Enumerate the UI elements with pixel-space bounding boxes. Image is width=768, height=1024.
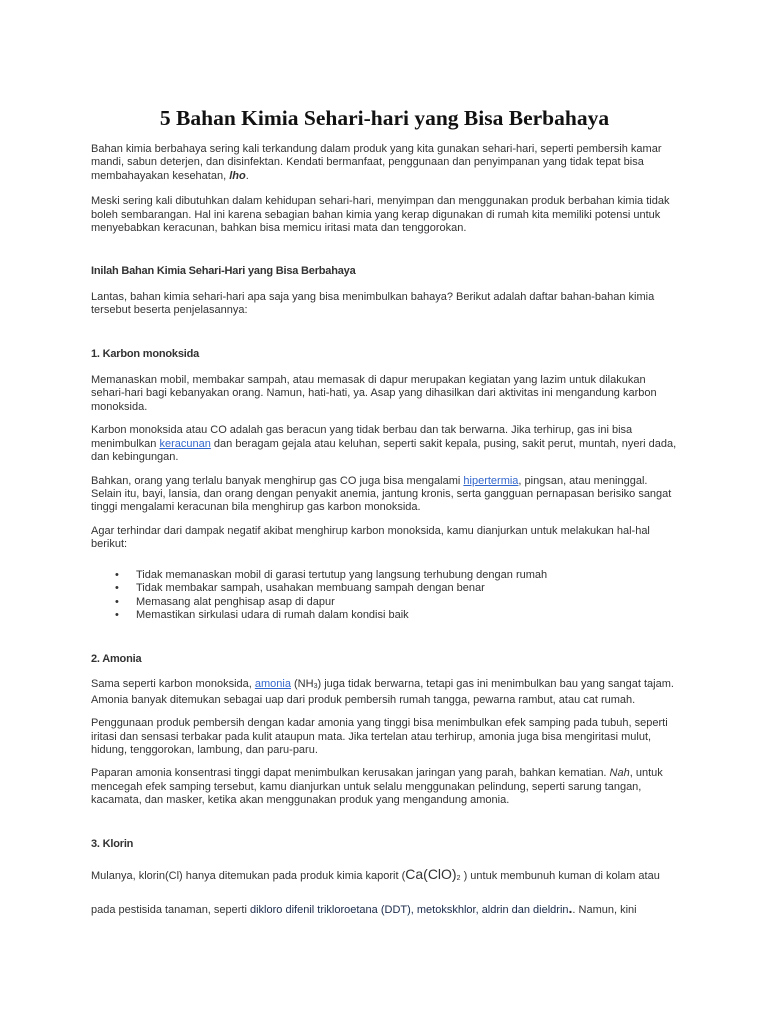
- klorin-line-2: pada pestisida tanaman, seperti dikloro difenil trikloroetana (DDT), metokskhlor, aldrin dan dieldrin.. Namun, kini: [91, 899, 637, 916]
- list-item: • Tidak membakar sampah, usahakan membuang sampah dengan benar: [115, 582, 485, 595]
- amonia-paragraph-3: Paparan amonia konsentrasi tinggi dapat menimbulkan kerusakan jaringan yang parah, bahkan kematian. Nah, untuk mencegah efek samping tersebut, kamu dianjurkan untuk selalu menggunakan pelindung, seperti sarung tangan, kacamata, dan masker, ketika akan menggunakan produk yang mengandung amonia.: [91, 767, 663, 807]
- karbon-paragraph-2: Karbon monoksida atau CO adalah gas beracun yang tidak berbau dan tak berwarna. Jika terhirup, gas ini bisa menimbulkan keracunan dan beragam gejala atau keluhan, seperti sakit kepala, pusing, sakit perut, muntah, nyeri dada, dan kebingungan.: [91, 424, 677, 464]
- list-heading: Inilah Bahan Kimia Sehari-Hari yang Bisa Berbahaya: [91, 265, 356, 278]
- link-amonia[interactable]: amonia: [254, 678, 291, 691]
- karbon-paragraph-3: Bahkan, orang yang terlalu banyak menghirup gas CO juga bisa mengalami hipertermia, pingsan, atau meninggal. Selain itu, bayi, lansia, dan orang dengan penyakit anemia, jantung kronis, serta gangguan pernapasan berisiko sangat tinggi mengalami keracunan bila menghirup gas karbon monoksida.: [91, 474, 672, 514]
- bullet-icon: •: [115, 595, 119, 608]
- list-item: • Tidak memanaskan mobil di garasi tertutup yang langsung terhubung dengan rumah: [115, 568, 548, 581]
- link-hipertermia[interactable]: hipertermia: [463, 474, 519, 487]
- intro-paragraph-2: Meski sering kali dibutuhkan dalam kehidupan sehari-hari, menyimpan dan menggunakan produk berbahan kimia tidak boleh sembarangan. Hal ini karena sebagian bahan kimia yang kerap digunakan di rumah kita memiliki potensi untuk menyebabkan keracunan, bahkan bisa memicu iritasi mata dan tenggorokan.: [91, 195, 670, 235]
- section-heading-karbon-monoksida: 1. Karbon monoksida: [91, 347, 200, 360]
- karbon-paragraph-1: Memanaskan mobil, membakar sampah, atau memasak di dapur merupakan kegiatan yang lazim untuk dilakukan sehari-hari bagi kebanyakan orang. Namun, hati-hati, ya. Asap yang dihasilkan dari aktivitas ini mengandung karbon monoksida.: [91, 374, 657, 413]
- bullet-icon: •: [115, 568, 119, 581]
- bullet-icon: •: [115, 582, 119, 595]
- karbon-tips-list: [91, 569, 678, 623]
- section-heading-amonia: 2. Amonia: [91, 652, 142, 665]
- bullet-icon: •: [115, 609, 119, 622]
- amonia-paragraph-1: Sama seperti karbon monoksida, amonia (NH3) juga tidak berwarna, tetapi gas ini menimbulkan bau yang sangat tajam. Amonia banyak ditemukan sebagai uap dari produk pembersih rumah tangga, pewarna rambut, atau cat rumah.: [91, 678, 674, 706]
- formula-kaporit: Ca(ClO): [405, 865, 457, 882]
- karbon-paragraph-4: Agar terhindar dari dampak negatif akibat menghirup karbon monoksida, kamu dianjurkan untuk melakukan hal-hal berikut:: [91, 524, 650, 551]
- page-title: 5 Bahan Kimia Sehari-hari yang Bisa Berbahaya: [159, 106, 610, 130]
- list-item: • Memastikan sirkulasi udara di rumah dalam kondisi baik: [115, 609, 409, 622]
- klorin-line-1: Mulanya, klorin(Cl) hanya ditemukan pada produk kimia kaporit (Ca(ClO)2 ) untuk membunuh kuman di kolam atau: [91, 865, 660, 882]
- emphasis-lho: lho: [229, 169, 246, 182]
- list-item: • Memasang alat penghisap asap di dapur: [115, 595, 335, 608]
- amonia-paragraph-2: Penggunaan produk pembersih dengan kadar amonia yang tinggi bisa menimbulkan efek samping pada tubuh, seperti iritasi dan sensasi terbakar pada kulit ataupun mata. Jika tertelan atau terhirup, amonia juga bisa mengiritasi mulut, hidung, tenggorokan, lambung, dan paru-paru.: [91, 717, 668, 756]
- link-keracunan[interactable]: keracunan: [159, 437, 211, 450]
- emphasis-nah: Nah: [609, 767, 630, 780]
- list-intro-paragraph: Lantas, bahan kimia sehari-hari apa saja yang bisa menimbulkan bahaya? Berikut adalah daftar bahan-bahan kimia tersebut beserta penjelasannya:: [91, 290, 655, 317]
- pesticide-names: dikloro difenil trikloroetana (DDT), metokskhlor, aldrin dan dieldrin: [250, 903, 569, 916]
- section-heading-klorin: 3. Klorin: [91, 837, 134, 850]
- intro-paragraph-1: Bahan kimia berbahaya sering kali terkandung dalam produk yang kita gunakan sehari-hari, seperti pembersih kamar mandi, sabun deterjen, dan disinfektan. Kendati bermanfaat, penggunaan dan penyimpanan yang tidak tepat bisa membahayakan kesehatan, lho.: [91, 143, 662, 182]
